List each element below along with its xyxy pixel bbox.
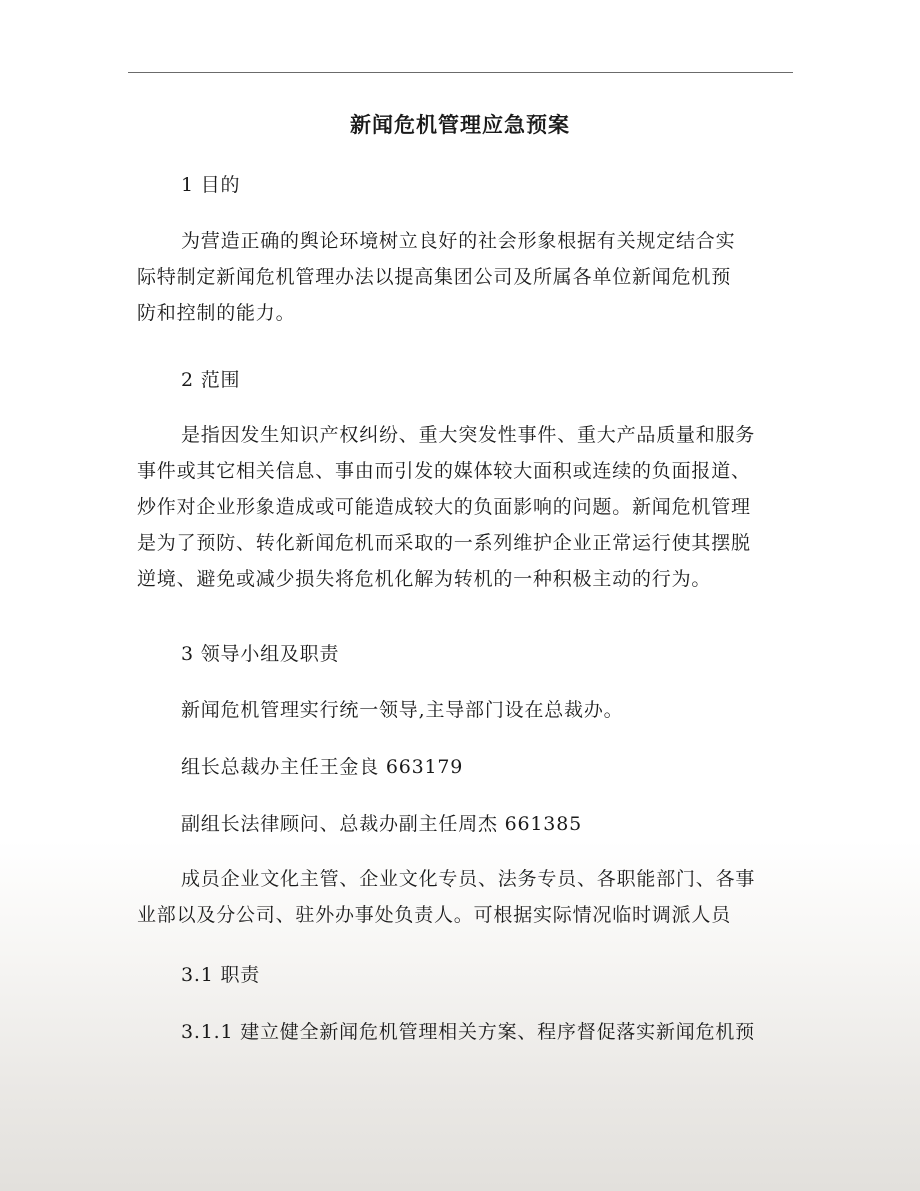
header-rule [128,72,793,73]
paragraph-line: 际特制定新闻危机管理办法以提高集团公司及所属各单位新闻危机预 [137,266,732,288]
paragraph-line: 炒作对企业形象造成或可能造成较大的负面影响的问题。新闻危机管理 [137,496,751,518]
document-title: 新闻危机管理应急预案 [350,112,570,137]
duties-heading: 3.1 职责 [181,964,261,986]
section-heading-scope: 2 范围 [181,369,241,391]
paragraph-line: 事件或其它相关信息、事由而引发的媒体较大面积或连续的负面报道、 [137,460,751,482]
scope-paragraph [137,417,797,597]
leadership-intro: 新闻危机管理实行统一领导,主导部门设在总裁办。 [181,699,624,721]
section-heading-leadership: 3 领导小组及职责 [181,643,340,665]
section-heading-purpose: 1 目的 [181,174,241,196]
paragraph-line: 是指因发生知识产权纠纷、重大突发性事件、重大产品质量和服务 [181,424,756,446]
paragraph-line: 为营造正确的舆论环境树立良好的社会形象根据有关规定结合实 [181,230,736,252]
deputy-leader: 副组长法律顾问、总裁办副主任周杰 661385 [181,813,582,835]
duty-item: 3.1.1 建立健全新闻危机管理相关方案、程序督促落实新闻危机预 [181,1021,755,1043]
paragraph-line: 是为了预防、转化新闻危机而采取的一系列维护企业正常运行使其摆脱 [137,532,751,554]
purpose-paragraph [137,223,797,331]
members-paragraph [137,861,797,933]
paragraph-line: 成员企业文化主管、企业文化专员、法务专员、各职能部门、各事 [181,868,756,890]
group-leader: 组长总裁办主任王金良 663179 [181,756,464,778]
paragraph-line: 逆境、避免或减少损失将危机化解为转机的一种积极主动的行为。 [137,568,712,590]
paragraph-line: 业部以及分公司、驻外办事处负责人。可根据实际情况临时调派人员 [137,904,732,926]
paragraph-line: 防和控制的能力。 [137,302,296,324]
